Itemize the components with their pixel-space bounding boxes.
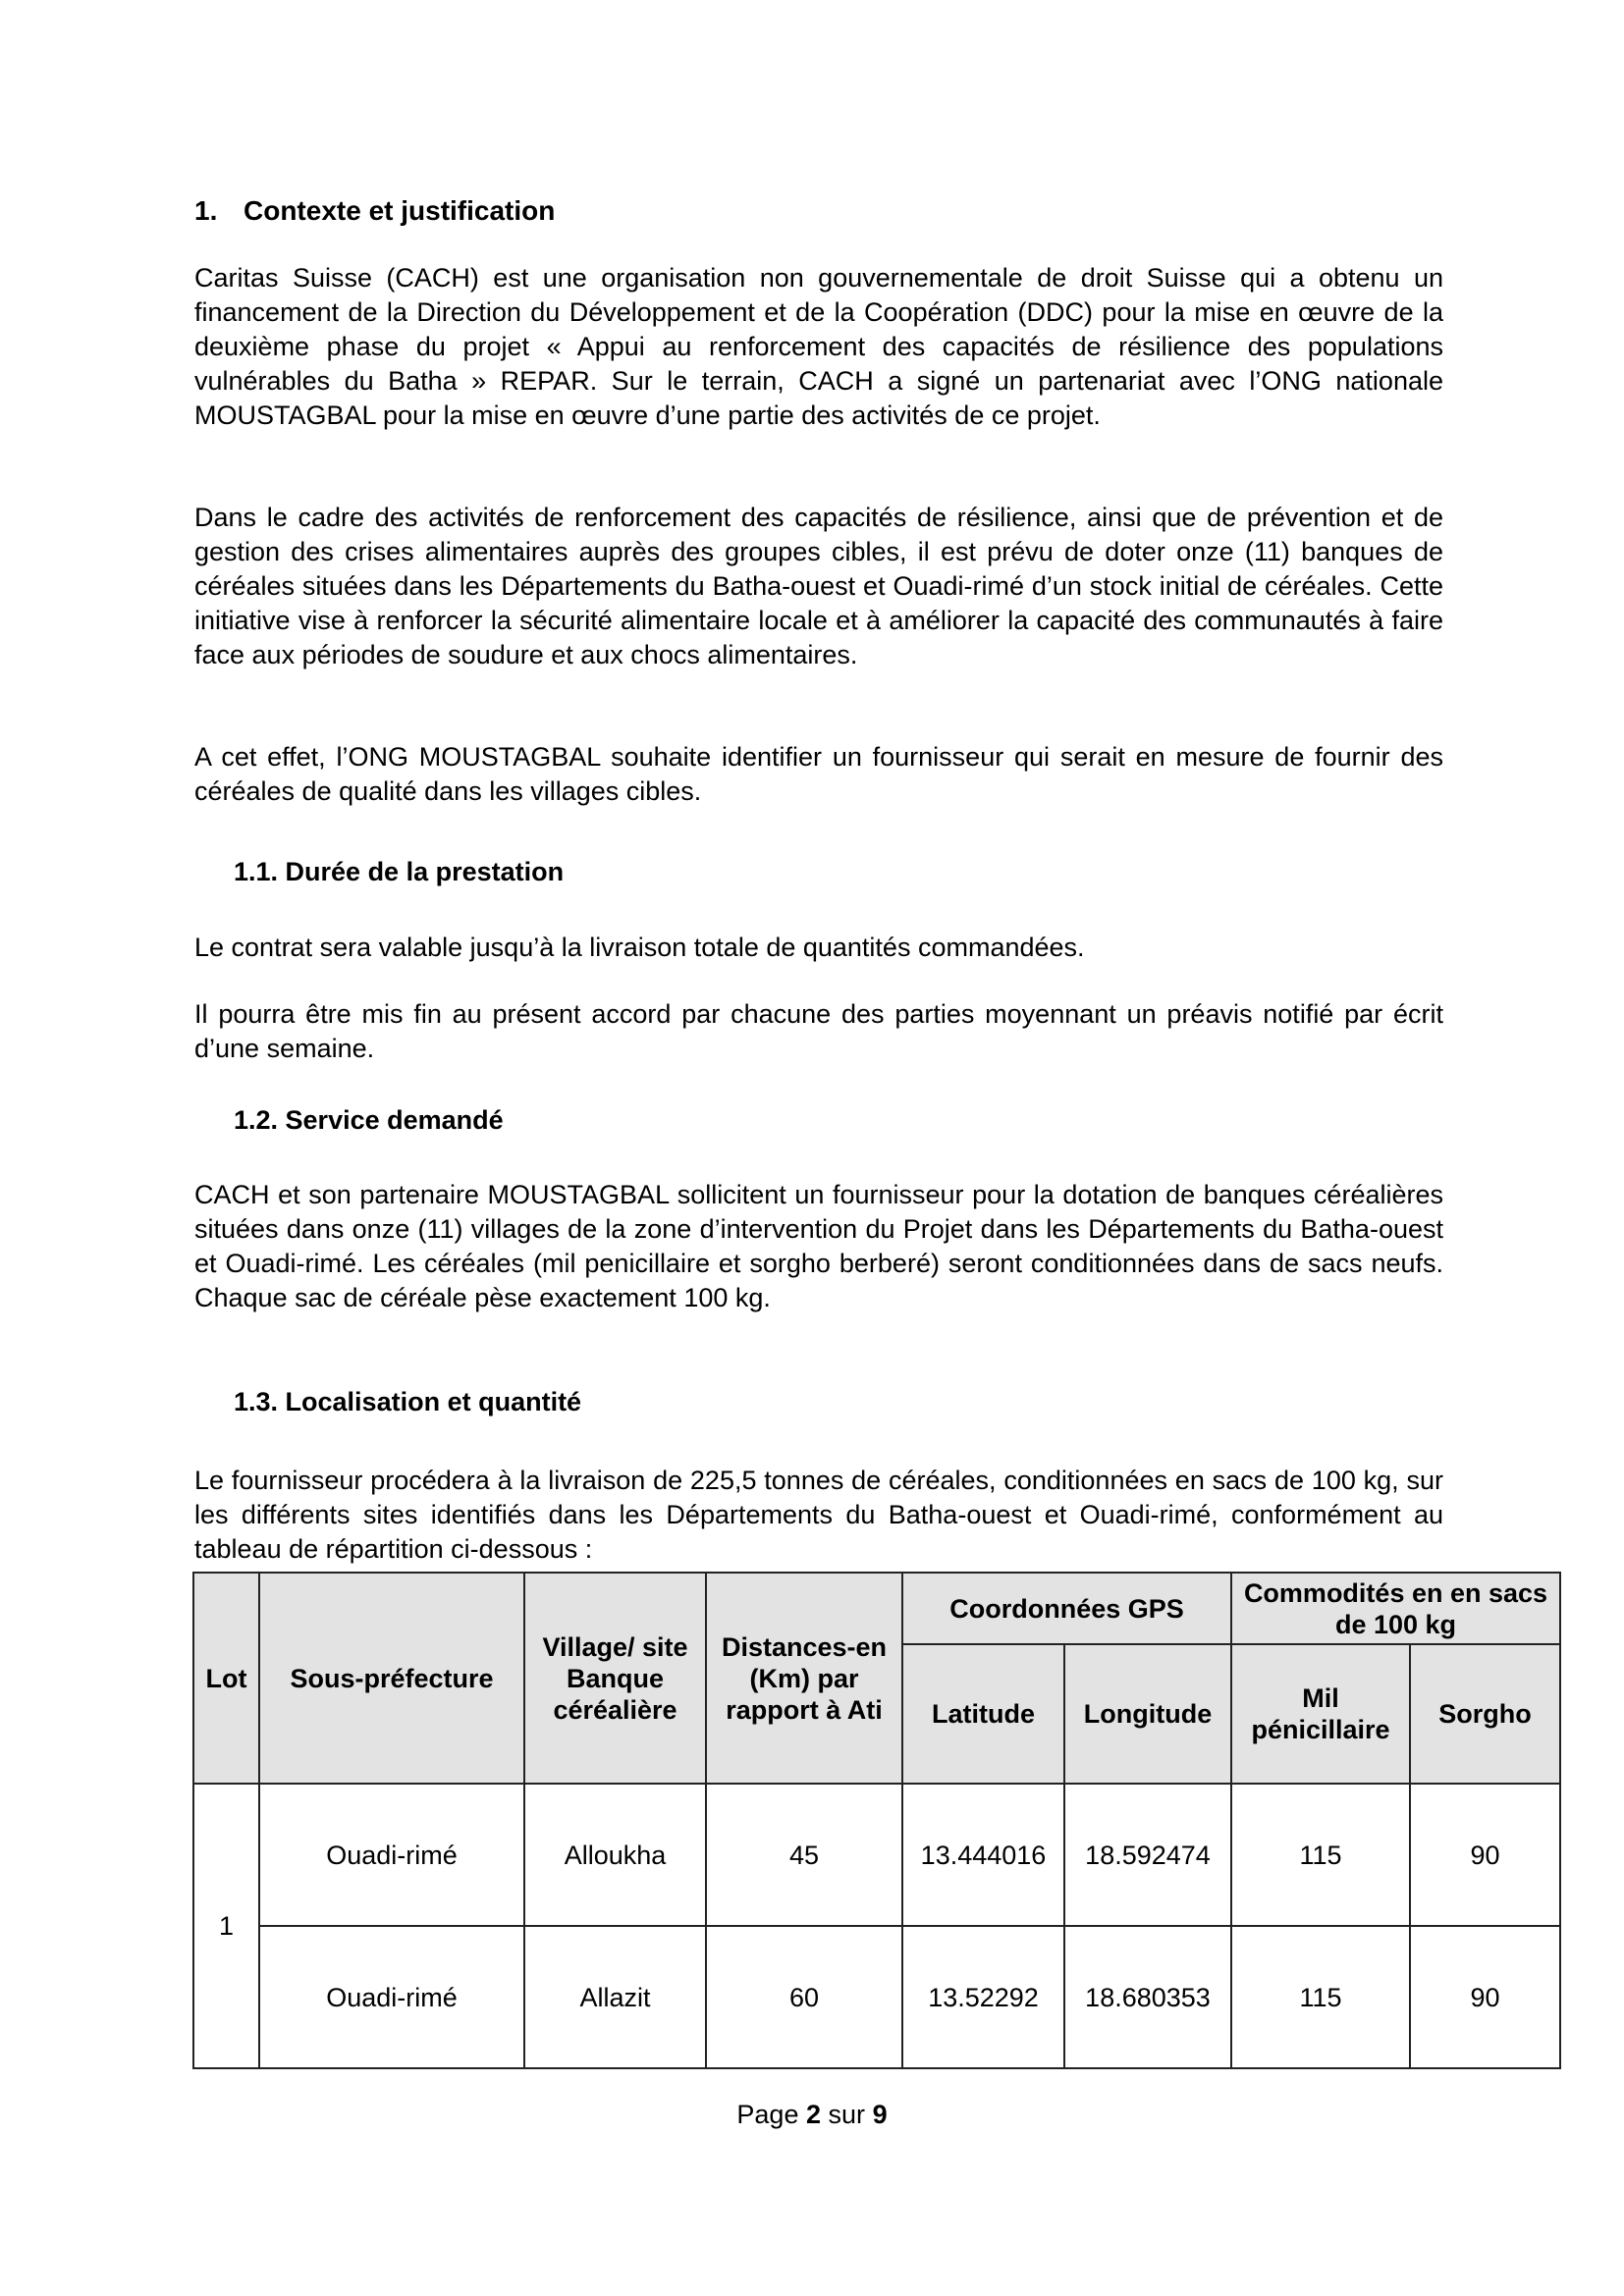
paragraph-activities: Dans le cadre des activités de renforcement des capacités de résilience, ainsi que de prévention et de gestion des crises alimentaires auprès des groupes cibles, il est prévu de doter onze (11) banques de céréales situées dans les Départements du Batha-ouest et Ouadi-rimé d’un stock initial de céréales. Cette initiative vise à renforcer la sécurité alimentaire locale et à améliorer la capacité des communautés à faire face aux périodes de soudure et aux chocs alimentaires. (194, 503, 1443, 669)
cell-lot: 1 (193, 1784, 259, 2068)
section-number: 1. (194, 195, 218, 226)
paragraph-location: Le fournisseur procédera à la livraison de 225,5 tonnes de céréales, conditionnées en sacs de 100 kg, sur les différents sites identifiés dans les Départements du Batha-ouest et Ouadi-rimé, conformément au tableau de répartition ci-dessous : (194, 1466, 1443, 1564)
table-row (193, 1784, 1560, 1926)
table-row (193, 1926, 1560, 2068)
cell-latitude: 13.52292 (902, 1926, 1064, 2068)
header-gps-group: Coordonnées GPS (902, 1573, 1231, 1644)
cell-sous-prefecture: Ouadi-rimé (259, 1926, 524, 2068)
cell-sous-prefecture: Ouadi-rimé (259, 1784, 524, 1926)
cell-distance: 60 (706, 1926, 902, 2068)
distribution-table (192, 1572, 1561, 2069)
header-commodities-group: Commodités en en sacs de 100 kg (1231, 1573, 1560, 1644)
paragraph-context: Caritas Suisse (CACH) est une organisation non gouvernementale de droit Suisse qui a obtenu un financement de la Direction du Développement et de la Coopération (DDC) pour la mise en œuvre de la deuxième phase du projet « Appui au renforcement des capacités de résilience des populations vulnérables du Batha » REPAR. Sur le terrain, CACH a signé un partenariat avec l’ONG nationale MOUSTAGBAL pour la mise en œuvre d’une partie des activités de ce projet. (194, 263, 1443, 430)
paragraph-termination: Il pourra être mis fin au présent accord par chacune des parties moyennant un préavis notifié par écrit d’une semaine. (194, 999, 1443, 1063)
header-sorgho: Sorgho (1410, 1644, 1560, 1784)
header-sous-prefecture: Sous-préfecture (259, 1573, 524, 1784)
header-lot: Lot (193, 1573, 259, 1784)
cell-mil: 115 (1231, 1784, 1410, 1926)
page-footer (0, 2100, 1624, 2130)
total-pages: 9 (872, 2100, 888, 2129)
current-page: 2 (805, 2100, 822, 2129)
page-separator: sur (828, 2100, 866, 2129)
section-title: Contexte et justification (244, 195, 556, 226)
header-village: Village/ site Banque céréalière (524, 1573, 706, 1784)
section-1-heading (194, 194, 555, 228)
cell-sorgho: 90 (1410, 1784, 1560, 1926)
cell-longitude: 18.592474 (1064, 1784, 1231, 1926)
section-1-3-heading: 1.3. Localisation et quantité (234, 1387, 582, 1416)
header-distance: Distances-en (Km) par rapport à Ati (706, 1573, 902, 1784)
cell-village: Allazit (524, 1926, 706, 2068)
cell-village: Alloukha (524, 1784, 706, 1926)
header-latitude: Latitude (902, 1644, 1064, 1784)
cell-longitude: 18.680353 (1064, 1926, 1231, 2068)
paragraph-duration: Le contrat sera valable jusqu’à la livraison totale de quantités commandées. (194, 933, 1085, 962)
cell-sorgho: 90 (1410, 1926, 1560, 2068)
table-header-row-1 (193, 1573, 1560, 1644)
cell-latitude: 13.444016 (902, 1784, 1064, 1926)
page-label: Page (736, 2100, 799, 2129)
section-1-2-heading: 1.2. Service demandé (234, 1105, 504, 1135)
header-longitude: Longitude (1064, 1644, 1231, 1784)
cell-mil: 115 (1231, 1926, 1410, 2068)
cell-distance: 45 (706, 1784, 902, 1926)
section-1-1-heading: 1.1. Durée de la prestation (234, 857, 565, 886)
paragraph-service: CACH et son partenaire MOUSTAGBAL sollicitent un fournisseur pour la dotation de banques céréalières situées dans onze (11) villages de la zone d’intervention du Projet dans les Départements du Batha-ouest et Ouadi-rimé. Les céréales (mil penicillaire et sorgho berberé) seront conditionnées dans de sacs neufs. Chaque sac de céréale pèse exactement 100 kg. (194, 1180, 1443, 1312)
paragraph-objective: A cet effet, l’ONG MOUSTAGBAL souhaite identifier un fournisseur qui serait en mesure de fournir des céréales de qualité dans les villages cibles. (194, 742, 1443, 806)
header-mil: Mil pénicillaire (1231, 1644, 1410, 1784)
